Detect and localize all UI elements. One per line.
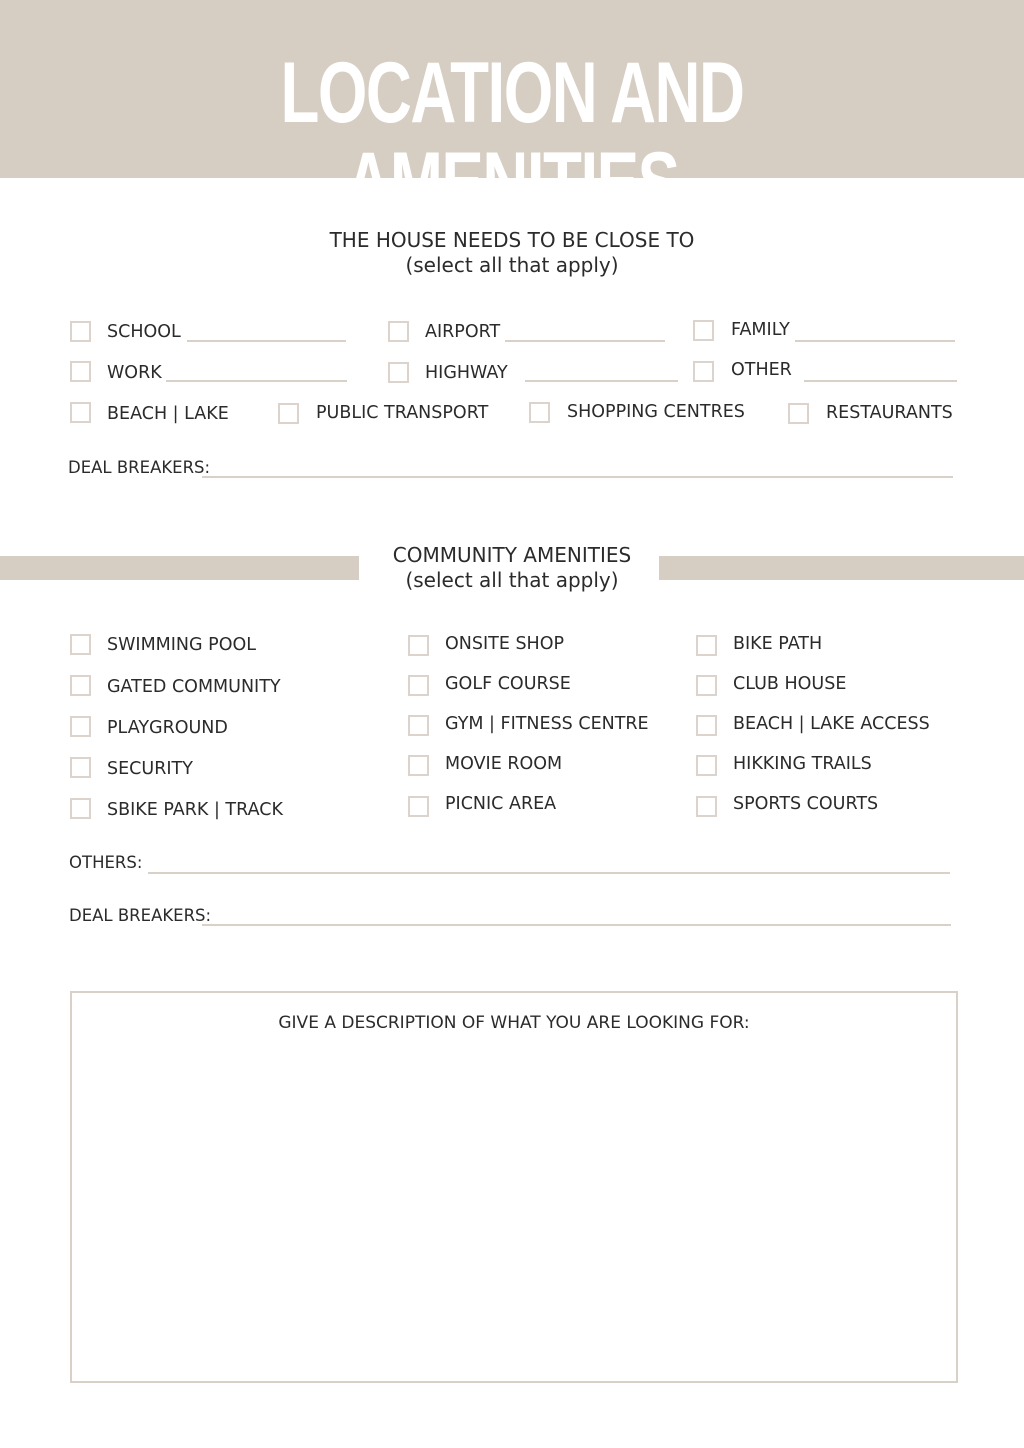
hiking-trails-label: HIKKING TRAILS <box>733 754 872 774</box>
other-line[interactable] <box>804 380 957 382</box>
bike-park-label: SBIKE PARK | TRACK <box>107 800 283 820</box>
playground-label: PLAYGROUND <box>107 718 228 738</box>
public-transport-label: PUBLIC TRANSPORT <box>316 403 489 423</box>
beach-lake-label: BEACH | LAKE <box>107 404 229 424</box>
club-house-label: CLUB HOUSE <box>733 674 847 694</box>
amenities-deal-breakers-line[interactable] <box>202 924 951 926</box>
work-checkbox[interactable] <box>70 361 91 382</box>
others-line[interactable] <box>148 872 950 874</box>
gym-label: GYM | FITNESS CENTRE <box>445 714 649 734</box>
others-label: OTHERS: <box>69 853 143 872</box>
beach-lake-access-label: BEACH | LAKE ACCESS <box>733 714 930 734</box>
onsite-shop-checkbox[interactable] <box>408 635 429 656</box>
playground-checkbox[interactable] <box>70 716 91 737</box>
highway-checkbox[interactable] <box>388 362 409 383</box>
other-label: OTHER <box>731 360 792 380</box>
family-checkbox[interactable] <box>693 320 714 341</box>
beach-lake-checkbox[interactable] <box>70 402 91 423</box>
bike-path-checkbox[interactable] <box>696 635 717 656</box>
hiking-trails-checkbox[interactable] <box>696 755 717 776</box>
page-title: LOCATION AND AMENITIES <box>280 45 744 231</box>
header-banner <box>0 0 1024 231</box>
close-to-subtitle: (select all that apply) <box>405 253 619 277</box>
bike-path-label: BIKE PATH <box>733 634 823 654</box>
sports-courts-checkbox[interactable] <box>696 796 717 817</box>
shopping-centres-checkbox[interactable] <box>529 402 550 423</box>
work-label: WORK <box>107 363 162 383</box>
movie-room-checkbox[interactable] <box>408 755 429 776</box>
golf-course-label: GOLF COURSE <box>445 674 571 694</box>
restaurants-checkbox[interactable] <box>788 403 809 424</box>
work-line[interactable] <box>166 380 347 382</box>
other-checkbox[interactable] <box>693 361 714 382</box>
gated-community-label: GATED COMMUNITY <box>107 677 281 697</box>
close-to-title: THE HOUSE NEEDS TO BE CLOSE TO <box>329 228 695 252</box>
club-house-checkbox[interactable] <box>696 675 717 696</box>
bike-park-checkbox[interactable] <box>70 798 91 819</box>
highway-line[interactable] <box>525 380 678 382</box>
family-line[interactable] <box>795 340 955 342</box>
swimming-pool-checkbox[interactable] <box>70 634 91 655</box>
gym-checkbox[interactable] <box>408 715 429 736</box>
amenities-subtitle: (select all that apply) <box>405 568 619 592</box>
security-label: SECURITY <box>107 759 193 779</box>
school-line[interactable] <box>187 340 346 342</box>
restaurants-label: RESTAURANTS <box>826 403 953 423</box>
airport-label: AIRPORT <box>425 322 501 342</box>
picnic-area-checkbox[interactable] <box>408 796 429 817</box>
deal-breakers-label: DEAL BREAKERS: <box>68 458 211 477</box>
security-checkbox[interactable] <box>70 757 91 778</box>
airport-line[interactable] <box>505 340 665 342</box>
shopping-centres-label: SHOPPING CENTRES <box>567 402 745 422</box>
picnic-area-label: PICNIC AREA <box>445 794 557 814</box>
airport-checkbox[interactable] <box>388 321 409 342</box>
school-label: SCHOOL <box>107 322 181 342</box>
gated-community-checkbox[interactable] <box>70 675 91 696</box>
onsite-shop-label: ONSITE SHOP <box>445 634 565 654</box>
amenities-deal-breakers-label: DEAL BREAKERS: <box>69 906 212 925</box>
amenities-title: COMMUNITY AMENITIES <box>392 543 632 567</box>
deal-breakers-line[interactable] <box>202 476 953 478</box>
description-box[interactable] <box>70 991 958 1383</box>
public-transport-checkbox[interactable] <box>278 403 299 424</box>
sports-courts-label: SPORTS COURTS <box>733 794 879 814</box>
highway-label: HIGHWAY <box>425 363 508 383</box>
movie-room-label: MOVIE ROOM <box>445 754 563 774</box>
golf-course-checkbox[interactable] <box>408 675 429 696</box>
swimming-pool-label: SWIMMING POOL <box>107 635 256 655</box>
school-checkbox[interactable] <box>70 321 91 342</box>
family-label: FAMILY <box>731 320 790 340</box>
description-title: GIVE A DESCRIPTION OF WHAT YOU ARE LOOKING FOR: <box>278 1013 750 1033</box>
beach-lake-access-checkbox[interactable] <box>696 715 717 736</box>
